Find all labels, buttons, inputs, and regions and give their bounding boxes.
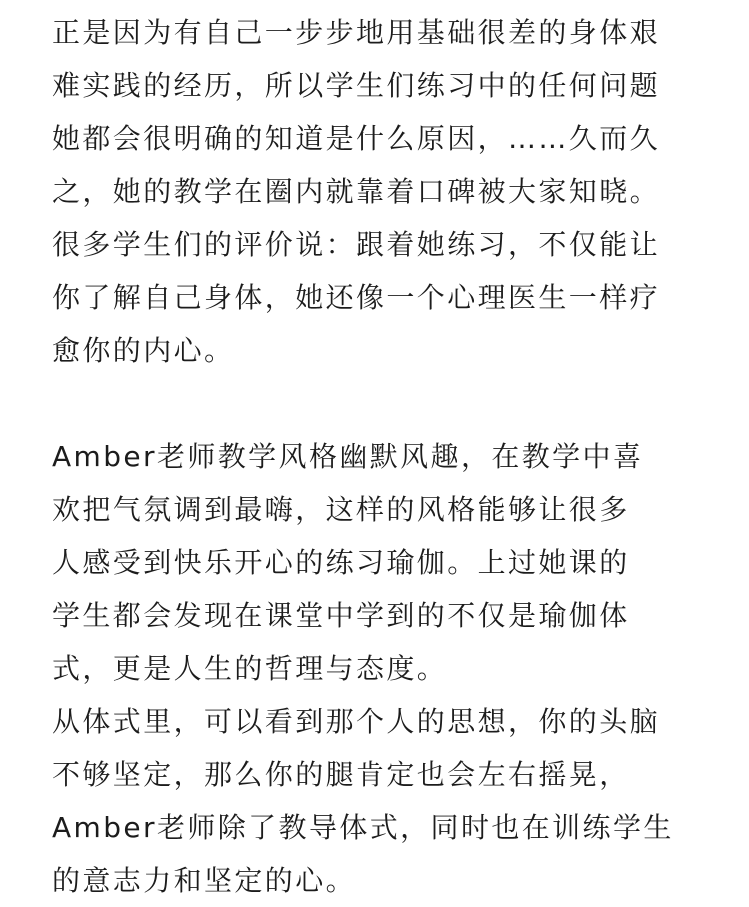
text-line: 式，更是人生的哲理与态度。 (52, 652, 448, 685)
paragraph-spacer (52, 377, 712, 430)
text-line: 不够坚定，那么你的腿肯定也会左右摇晃， (52, 758, 630, 791)
text-line: 你了解自己身体，她还像一个心理医生一样疗 (52, 281, 661, 314)
paragraph-3 (52, 695, 712, 907)
text-line: 欢把气氛调到最嗨，这样的风格能够让很多 (52, 493, 630, 526)
paragraph-1 (52, 6, 712, 377)
text-line: 学生都会发现在课堂中学到的不仅是瑜伽体 (52, 599, 630, 632)
text-line: 从体式里，可以看到那个人的思想，你的头脑 (52, 705, 661, 738)
text-line: 很多学生们的评价说：跟着她练习，不仅能让 (52, 228, 661, 261)
article-body (52, 0, 712, 907)
text-line: 正是因为有自己一步步地用基础很差的身体艰 (52, 16, 661, 49)
text-line: 难实践的经历，所以学生们练习中的任何问题 (52, 69, 661, 102)
text-line: 之，她的教学在圈内就靠着口碑被大家知晓。 (52, 175, 661, 208)
text-line: 愈你的内心。 (52, 334, 235, 367)
text-line: 人感受到快乐开心的练习瑜伽。上过她课的 (52, 546, 630, 579)
paragraph-2 (52, 430, 712, 695)
text-line: 她都会很明确的知道是什么原因，……久而久 (52, 122, 661, 155)
text-line: Amber老师除了教导体式，同时也在训练学生 (52, 811, 674, 844)
text-line: Amber老师教学风格幽默风趣，在教学中喜 (52, 440, 644, 473)
text-line: 的意志力和坚定的心。 (52, 864, 357, 897)
